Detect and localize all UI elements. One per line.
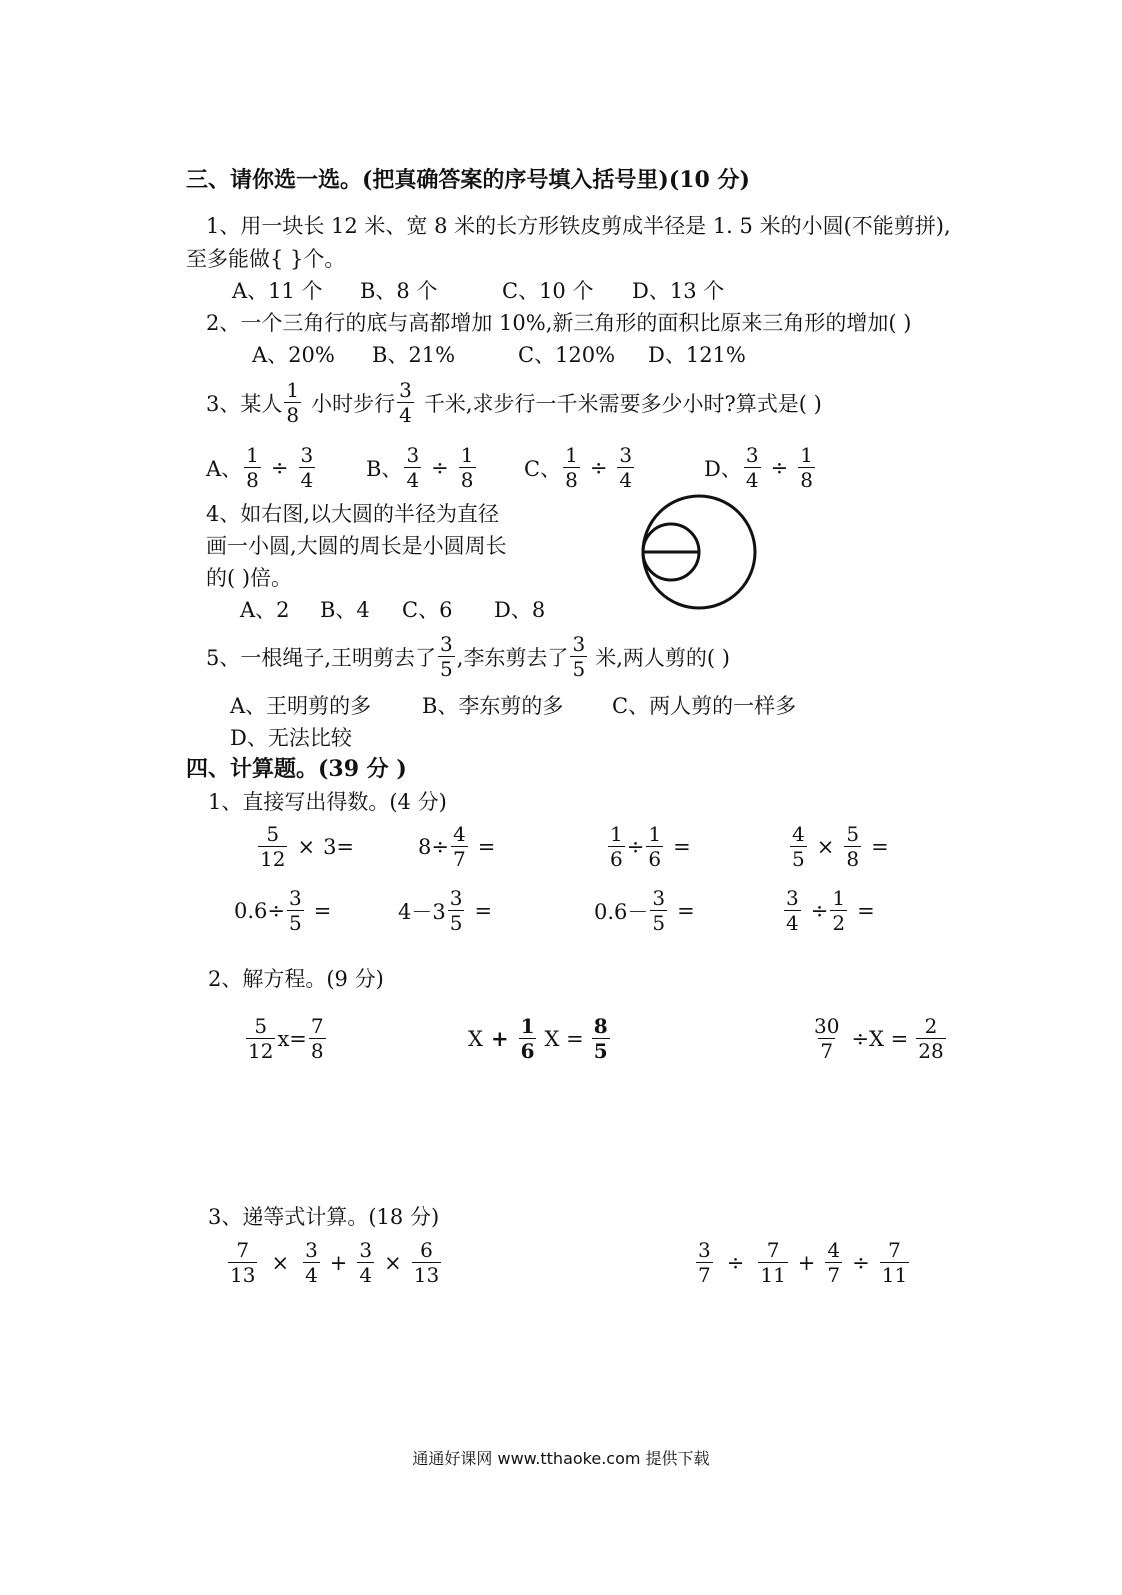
section4-title: 四、计算题。(39 分 ) xyxy=(186,756,407,782)
q3-fraction-2: $\frac{3}{4}$ xyxy=(399,378,412,427)
q1-option-d: D、13 个 xyxy=(632,279,725,303)
q3-option-a: A、 $\frac{1}{8}$ ÷ $\frac{3}{4}$ xyxy=(206,443,314,492)
q4-line3: 的( )倍。 xyxy=(206,566,293,590)
q5-fraction-2: $\frac{3}{5}$ xyxy=(572,632,586,681)
stepwise-expression-1: $\frac{7}{13}$ × $\frac{3}{4}$ + $\frac{3}{4}$ × $\frac{6}{13}$ xyxy=(230,1238,440,1287)
q3-stem-part2: 小时步行 xyxy=(311,391,396,416)
sub3-title: 3、递等式计算。(18 分) xyxy=(208,1205,440,1229)
calc-2-4: $\frac{3}{4}$ ÷ $\frac{1}{2}$ = xyxy=(786,886,875,935)
equation-3: $\frac{30}{7}$ ÷X = $\frac{2}{28}$ xyxy=(814,1014,944,1063)
q4-option-b: B、4 xyxy=(320,598,370,622)
q4-option-d: D、8 xyxy=(494,598,546,622)
stepwise-expression-2: $\frac{3}{7}$ ÷ $\frac{7}{11}$ + $\frac{4}{7}$ ÷ $\frac{7}{11}$ xyxy=(698,1238,908,1287)
q1-option-c: C、10 个 xyxy=(502,279,594,303)
q3-stem-part3: 千米,求步行一千米需要多少小时?算式是( ) xyxy=(423,391,822,416)
q2-option-a: A、20% xyxy=(252,343,335,367)
equation-2: X + $\frac{1}{6}$ X = $\frac{8}{5}$ xyxy=(468,1014,608,1063)
q3-stem xyxy=(206,378,822,427)
q3-option-c: C、 $\frac{1}{8}$ ÷ $\frac{3}{4}$ xyxy=(524,443,633,492)
sub2-title: 2、解方程。(9 分) xyxy=(208,967,384,991)
sub1-title: 1、直接写出得数。(4 分) xyxy=(208,790,447,814)
q1-line2: 至多能做{ }个。 xyxy=(186,247,346,271)
equation-1: $\frac{5}{12}$ x= $\frac{7}{8}$ xyxy=(248,1014,324,1063)
q5-option-c: C、两人剪的一样多 xyxy=(612,694,797,718)
q5-option-a: A、王明剪的多 xyxy=(230,694,372,718)
calc-2-3: 0.6－ $\frac{3}{5}$ = xyxy=(594,886,695,935)
q2-text: 2、一个三角行的底与高都增加 10%,新三角形的面积比原来三角形的增加( ) xyxy=(206,311,912,335)
page-footer: 通通好课网 www.tthaoke.com 提供下载 xyxy=(412,1449,710,1468)
calc-1-2: 8÷ $\frac{4}{7}$ = xyxy=(418,822,496,871)
q2-option-b: B、21% xyxy=(372,343,456,367)
q2-option-c: C、120% xyxy=(518,343,616,367)
q4-option-a: A、2 xyxy=(240,598,290,622)
q3-fraction-1: $\frac{1}{8}$ xyxy=(286,378,300,427)
q1-option-b: B、8 个 xyxy=(360,279,438,303)
circles-figure xyxy=(634,487,764,617)
q4-option-c: C、6 xyxy=(402,598,453,622)
q5-fraction-1: $\frac{3}{5}$ xyxy=(440,632,453,681)
calc-2-1: 0.6÷ $\frac{3}{5}$ = xyxy=(234,886,332,935)
q4-line1: 4、如右图,以大圆的半径为直径 xyxy=(206,502,500,526)
q1-line1: 1、用一块长 12 米、宽 8 米的长方形铁皮剪成半径是 1. 5 米的小圆(不能剪拼), xyxy=(206,214,951,238)
q5-option-b: B、李东剪的多 xyxy=(422,694,564,718)
calc-2-2: 4－3 $\frac{3}{5}$ = xyxy=(398,886,493,935)
q5-option-d: D、无法比较 xyxy=(230,726,352,750)
q5-stem: 5、一根绳子,王明剪去了 $\frac{3}{5}$ ,李东剪去了 $\frac{3}{5}$ 米,两人剪的( ) xyxy=(206,632,730,681)
q3-option-d: D、 $\frac{3}{4}$ ÷ $\frac{1}{8}$ xyxy=(704,443,813,492)
calc-1-3: $\frac{1}{6}$ ÷ $\frac{1}{6}$ = xyxy=(610,822,691,871)
q1-option-a: A、11 个 xyxy=(232,279,323,303)
q4-line2: 画一小圆,大圆的周长是小圆周长 xyxy=(206,534,507,558)
calc-1-1: $\frac{5}{12}$ × 3= xyxy=(260,822,355,871)
calc-1-4: $\frac{4}{5}$ × $\frac{5}{8}$ = xyxy=(792,822,889,871)
q2-option-d: D、121% xyxy=(648,343,746,367)
section3-title: 三、请你选一选。(把真确答案的序号填入括号里)(10 分) xyxy=(186,167,750,193)
q3-stem-part1: 3、某人 xyxy=(206,391,283,416)
q3-option-b: B、 $\frac{3}{4}$ ÷ $\frac{1}{8}$ xyxy=(366,443,474,492)
